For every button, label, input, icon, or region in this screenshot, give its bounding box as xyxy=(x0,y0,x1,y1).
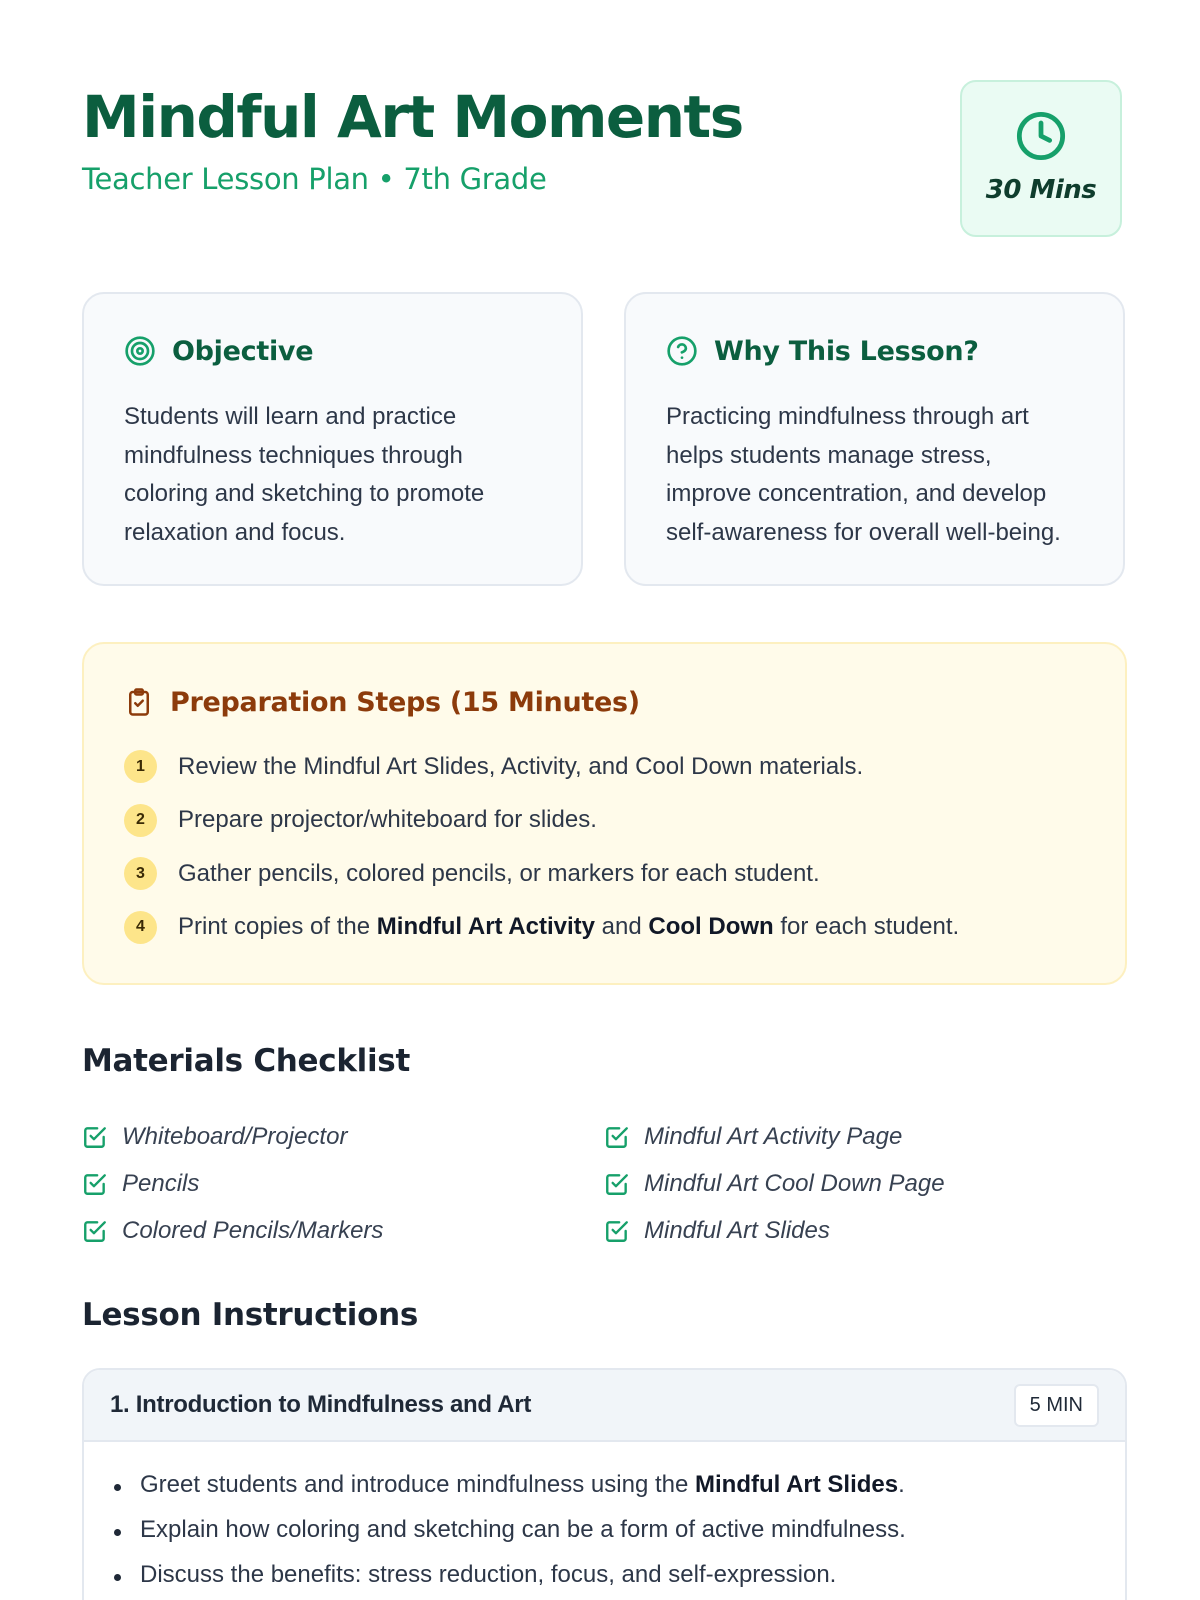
material-item xyxy=(604,1160,1126,1207)
prep-step xyxy=(124,740,1085,794)
step-text-bold: Mindful Art Activity xyxy=(376,913,595,941)
checkbox-checked-icon xyxy=(82,1124,108,1150)
material-item xyxy=(604,1113,1126,1160)
lesson-bullet: Discuss the benefits: stress reduction, focus, and self-expression. xyxy=(112,1560,1125,1600)
objective-header xyxy=(124,334,541,368)
objective-card xyxy=(82,292,583,586)
lesson-time-badge: 5 MIN xyxy=(1014,1384,1099,1427)
objective-title: Objective xyxy=(172,335,314,367)
materials-checklist xyxy=(82,1113,1127,1254)
prep-step xyxy=(124,847,1085,901)
lesson-bullets xyxy=(84,1442,1125,1600)
material-label: Pencils xyxy=(122,1169,200,1197)
step-text xyxy=(178,913,959,941)
lesson-bullet xyxy=(112,1470,1125,1515)
preparation-header xyxy=(124,684,1085,720)
material-label: Whiteboard/Projector xyxy=(122,1122,348,1150)
lesson-section-title: 1. Introduction to Mindfulness and Art xyxy=(110,1391,532,1418)
clock-icon xyxy=(1015,110,1067,162)
material-item xyxy=(604,1207,1126,1254)
lesson-section-header xyxy=(84,1370,1125,1442)
step-text: Review the Mindful Art Slides, Activity, and Cool Down materials. xyxy=(178,752,864,780)
material-item xyxy=(82,1207,604,1254)
step-number: 3 xyxy=(124,857,157,890)
step-text-part: Print copies of the xyxy=(178,913,377,941)
checkbox-checked-icon xyxy=(604,1171,630,1197)
question-circle-icon xyxy=(666,335,698,367)
lesson-header xyxy=(82,80,1122,240)
prep-step xyxy=(124,794,1085,848)
material-label: Mindful Art Cool Down Page xyxy=(644,1169,945,1197)
prep-step xyxy=(124,901,1085,955)
objective-text: Students will learn and practice mindfulness techniques through coloring and sketching to promote relaxation and focus. xyxy=(124,403,485,546)
clipboard-check-icon xyxy=(124,686,154,718)
step-text-bold: Cool Down xyxy=(648,913,774,941)
checkbox-checked-icon xyxy=(604,1218,630,1244)
step-text: Gather pencils, colored pencils, or markers for each student. xyxy=(178,859,820,887)
bullet-text-bold: Mindful Art Slides xyxy=(695,1471,899,1498)
why-card xyxy=(624,292,1125,586)
duration-badge xyxy=(960,80,1122,237)
lesson-section-card xyxy=(82,1368,1127,1600)
bullet-text-part: Greet students and introduce mindfulness using the xyxy=(140,1471,695,1498)
preparation-steps xyxy=(124,740,1085,954)
bullet-text-part: . xyxy=(898,1471,905,1498)
materials-title: Materials Checklist xyxy=(82,1043,410,1079)
preparation-title: Preparation Steps (15 Minutes) xyxy=(170,686,640,718)
material-label: Mindful Art Slides xyxy=(644,1216,830,1244)
preparation-panel xyxy=(82,642,1127,985)
step-text: Prepare projector/whiteboard for slides. xyxy=(178,806,597,834)
checkbox-checked-icon xyxy=(82,1218,108,1244)
step-number: 2 xyxy=(124,804,157,837)
page-title: Mindful Art Moments xyxy=(82,83,743,151)
page-subtitle: Teacher Lesson Plan • 7th Grade xyxy=(82,162,547,196)
material-item xyxy=(82,1160,604,1207)
instructions-title: Lesson Instructions xyxy=(82,1297,419,1333)
material-label: Colored Pencils/Markers xyxy=(122,1216,384,1244)
why-header xyxy=(666,334,1083,368)
lesson-bullet: Explain how coloring and sketching can be a form of active mindfulness. xyxy=(112,1515,1125,1560)
checkbox-checked-icon xyxy=(604,1124,630,1150)
why-text: Practicing mindfulness through art helps students manage stress, improve concentration, and develop self-awareness for overall well-being. xyxy=(666,403,1061,546)
checkbox-checked-icon xyxy=(82,1171,108,1197)
duration-label: 30 Mins xyxy=(985,175,1097,205)
material-item xyxy=(82,1113,604,1160)
step-text-part: for each student. xyxy=(773,913,960,941)
step-number: 1 xyxy=(124,750,157,783)
why-title: Why This Lesson? xyxy=(714,335,979,367)
step-number: 4 xyxy=(124,911,157,944)
target-icon xyxy=(124,335,156,367)
material-label: Mindful Art Activity Page xyxy=(644,1122,903,1150)
step-text-part: and xyxy=(595,913,649,941)
